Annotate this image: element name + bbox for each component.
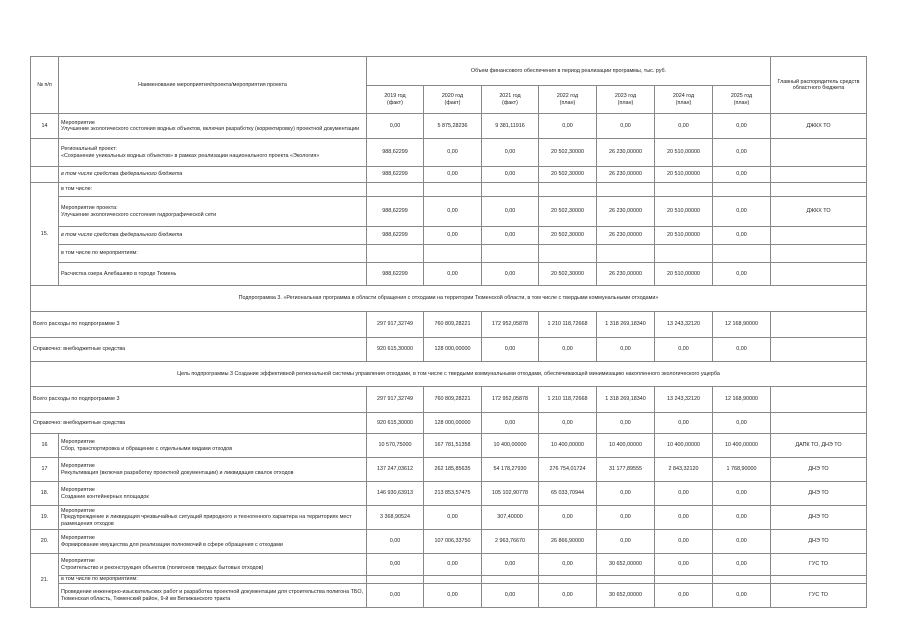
- row-number: 16: [31, 434, 59, 458]
- summary-row: [31, 413, 867, 434]
- header-finance: Объем финансового обеспечения в период реализации программы, тыс. руб.: [367, 57, 771, 86]
- row-label: Мероприятие Рекультивация (включая разработку проектной документации) и ликвидация свалок отходов: [59, 458, 367, 482]
- summary-row: [31, 387, 867, 413]
- empty-cell: [597, 576, 655, 584]
- row-value-0: 988,62299: [367, 197, 424, 227]
- row-label: Мероприятие Строительство и реконструкция объектов (полигонов твердых бытовых отходов): [59, 554, 367, 576]
- row-value-4: 0,00: [597, 506, 655, 530]
- subprogram-title-text: Подпрограмма 3. «Региональная программа в области обращения с отходами на территории Тюменской области, в том числе с твердыми коммунальными отходами»: [31, 286, 867, 312]
- row-value-3: 20 502,30000: [539, 263, 597, 286]
- row-number: 14: [31, 114, 59, 139]
- header-year-2: [482, 86, 539, 114]
- row-value-5: 20 510,00000: [655, 263, 713, 286]
- row-manager: ДНЭ ТО: [771, 506, 867, 530]
- row-label: Проведение инженерно-изыскательских работ и разработка проектной документации для строительства полигона ТБО, Тюменская область, Тюменский район, 9-й км Велижанского тракта: [59, 584, 367, 608]
- header-year-kind: (план): [559, 99, 576, 106]
- row-value-1: 128 000,00000: [424, 338, 482, 362]
- row-label: в том числе по мероприятиям:: [59, 576, 367, 584]
- row-value-1: 760 809,28221: [424, 387, 482, 413]
- row-value-2: 0,00: [482, 167, 539, 183]
- row-value-0: 0,00: [367, 530, 424, 554]
- table-row: [31, 458, 867, 482]
- row-manager: ГУС ТО: [771, 554, 867, 576]
- empty-cell: [424, 576, 482, 584]
- row-number: 18.: [31, 482, 59, 506]
- header-year-1: [424, 86, 482, 114]
- row-value-4: 26 230,00000: [597, 197, 655, 227]
- row-value-4: 26 230,00000: [597, 139, 655, 167]
- row-value-2: 0,00: [482, 227, 539, 245]
- header-year-kind: (факт): [502, 99, 518, 106]
- row-value-6: 0,00: [713, 139, 771, 167]
- row-value-1: 0,00: [424, 506, 482, 530]
- row-manager: ДАПК ТО, ДНЭ ТО: [771, 434, 867, 458]
- row-value-0: 988,62299: [367, 167, 424, 183]
- row-value-3: 20 502,30000: [539, 167, 597, 183]
- row-value-5: 0,00: [655, 482, 713, 506]
- row-manager: ДНЭ ТО: [771, 530, 867, 554]
- header-year-5: [655, 86, 713, 114]
- row-label: в том числе:: [59, 183, 367, 197]
- row-value-4: 26 230,00000: [597, 263, 655, 286]
- row-value-4: 30 652,00000: [597, 584, 655, 608]
- row-value-0: 297 917,32749: [367, 387, 424, 413]
- row-value-3: 20 502,30000: [539, 139, 597, 167]
- row-value-2: 54 178,27930: [482, 458, 539, 482]
- row-value-6: [713, 183, 771, 197]
- row-value-0: 988,62299: [367, 227, 424, 245]
- row-value-4: 0,00: [597, 338, 655, 362]
- table-row: [31, 530, 867, 554]
- row-value-3: 276 754,01724: [539, 458, 597, 482]
- row-value-6: 0,00: [713, 482, 771, 506]
- row-value-4: 0,00: [597, 482, 655, 506]
- header-year-0: [367, 86, 424, 114]
- row-label: в том числе средства федерального бюджета: [59, 167, 367, 183]
- table-row: [31, 506, 867, 530]
- table-row: [31, 263, 867, 286]
- row-value-4: 1 318 269,18340: [597, 312, 655, 338]
- row-value-5: [655, 245, 713, 263]
- row-value-0: 10 570,75000: [367, 434, 424, 458]
- header-year-label: 2022 год: [556, 93, 579, 100]
- row-value-1: 0,00: [424, 227, 482, 245]
- row-value-2: 0,00: [482, 139, 539, 167]
- row-value-6: 0,00: [713, 227, 771, 245]
- header-year-kind: (план): [617, 99, 634, 106]
- row-value-2: 0,00: [482, 554, 539, 576]
- row-label: Мероприятие проекта: Улучшение экологического состояния гидрографической сети: [59, 197, 367, 227]
- row-value-4: 1 318 269,18340: [597, 387, 655, 413]
- row-value-5: 20 510,00000: [655, 227, 713, 245]
- row-value-4: 30 652,00000: [597, 554, 655, 576]
- row-manager: ДНЭ ТО: [771, 458, 867, 482]
- empty-cell: [367, 576, 424, 584]
- row-value-5: 0,00: [655, 530, 713, 554]
- empty-cell: [655, 576, 713, 584]
- row-value-3: 20 502,30000: [539, 227, 597, 245]
- row-manager: [771, 167, 867, 183]
- header-year-label: 2025 год: [730, 93, 753, 100]
- row-value-0: 988,62299: [367, 139, 424, 167]
- header-year-label: 2020 год: [441, 93, 464, 100]
- row-value-5: 13 243,32120: [655, 312, 713, 338]
- header-year-3: [539, 86, 597, 114]
- row-value-3: 0,00: [539, 413, 597, 434]
- row-value-6: 0,00: [713, 114, 771, 139]
- row-value-0: 0,00: [367, 554, 424, 576]
- header-year-kind: (план): [733, 99, 750, 106]
- row-value-2: 0,00: [482, 263, 539, 286]
- row-value-1: 0,00: [424, 139, 482, 167]
- row-manager: [771, 263, 867, 286]
- header-number: № п/п: [31, 57, 59, 114]
- row-value-0: 3 368,90524: [367, 506, 424, 530]
- empty-cell: [539, 576, 597, 584]
- row-value-2: 0,00: [482, 338, 539, 362]
- row-manager: ГУС ТО: [771, 584, 867, 608]
- row-value-5: 0,00: [655, 554, 713, 576]
- row-number: [31, 167, 59, 183]
- table-row: [31, 554, 867, 576]
- row-value-6: 0,00: [713, 584, 771, 608]
- row-value-0: 920 615,30000: [367, 413, 424, 434]
- table-row: [31, 245, 867, 263]
- row-label: Мероприятие Сбор, транспортировка и обращение с отдельными видами отходов: [59, 434, 367, 458]
- row-value-1: 128 000,00000: [424, 413, 482, 434]
- row-label: Мероприятие Предупреждение и ликвидация чрезвычайных ситуаций природного и техногенного характера на территориях мест размещения отходов: [59, 506, 367, 530]
- row-manager: [771, 338, 867, 362]
- row-value-3: 0,00: [539, 584, 597, 608]
- row-manager: [771, 139, 867, 167]
- table-row: [31, 227, 867, 245]
- table-row: [31, 183, 867, 197]
- row-value-0: 920 615,30000: [367, 338, 424, 362]
- row-value-1: 107 006,33750: [424, 530, 482, 554]
- row-value-1: 167 781,51358: [424, 434, 482, 458]
- empty-cell: [771, 576, 867, 584]
- row-value-2: 172 952,05878: [482, 387, 539, 413]
- row-value-6: 0,00: [713, 413, 771, 434]
- row-manager: [771, 183, 867, 197]
- row-value-2: 0,00: [482, 584, 539, 608]
- row-value-3: 10 400,00000: [539, 434, 597, 458]
- table-row: [31, 584, 867, 608]
- row-label: Расчистка озера Алебашево в городе Тюмень: [59, 263, 367, 286]
- header-year-4: [597, 86, 655, 114]
- row-number: 15.: [31, 183, 59, 286]
- row-value-0: 146 930,63913: [367, 482, 424, 506]
- row-value-3: [539, 183, 597, 197]
- row-value-6: 0,00: [713, 530, 771, 554]
- header-year-label: 2023 год: [614, 93, 637, 100]
- goal-title: [31, 362, 867, 387]
- row-value-2: 0,00: [482, 197, 539, 227]
- row-number: [31, 139, 59, 167]
- row-number: 17: [31, 458, 59, 482]
- row-value-2: 172 952,05878: [482, 312, 539, 338]
- header-year-6: [713, 86, 771, 114]
- row-value-4: 26 230,00000: [597, 227, 655, 245]
- row-value-4: 0,00: [597, 530, 655, 554]
- row-value-2: 10 400,00000: [482, 434, 539, 458]
- row-manager: [771, 413, 867, 434]
- row-value-3: 0,00: [539, 506, 597, 530]
- row-value-4: 0,00: [597, 413, 655, 434]
- budget-table-body: [31, 114, 867, 608]
- row-value-5: 0,00: [655, 114, 713, 139]
- row-value-6: 0,00: [713, 263, 771, 286]
- row-value-4: [597, 245, 655, 263]
- row-value-2: 0,00: [482, 413, 539, 434]
- row-value-2: 307,40000: [482, 506, 539, 530]
- row-value-1: 5 875,28236: [424, 114, 482, 139]
- row-value-3: 0,00: [539, 114, 597, 139]
- row-manager: [771, 387, 867, 413]
- row-value-0: [367, 183, 424, 197]
- header-year-label: 2021 год: [499, 93, 521, 100]
- table-row: [31, 167, 867, 183]
- row-label: в том числе средства федерального бюджета: [59, 227, 367, 245]
- summary-label: Всего расходы по подпрограмме 3: [31, 312, 367, 338]
- row-value-4: 0,00: [597, 114, 655, 139]
- row-value-5: 0,00: [655, 413, 713, 434]
- row-value-6: 0,00: [713, 554, 771, 576]
- row-value-3: 1 210 118,72668: [539, 312, 597, 338]
- row-value-5: 20 510,00000: [655, 167, 713, 183]
- row-value-1: 213 853,57475: [424, 482, 482, 506]
- row-value-0: [367, 245, 424, 263]
- row-value-2: [482, 183, 539, 197]
- header-year-kind: (факт): [387, 99, 403, 106]
- row-value-0: 297 917,32749: [367, 312, 424, 338]
- row-value-1: 0,00: [424, 263, 482, 286]
- row-value-2: 9 381,11916: [482, 114, 539, 139]
- header-year-label: 2019 год: [384, 93, 406, 100]
- header-year-label: 2024 год: [672, 93, 695, 100]
- row-label: в том числе по мероприятиям:: [59, 245, 367, 263]
- header-name: Наименование мероприятия/проекта/мероприятия проекта: [59, 57, 367, 114]
- row-manager: [771, 245, 867, 263]
- row-value-6: 0,00: [713, 338, 771, 362]
- empty-cell: [482, 576, 539, 584]
- row-label: Мероприятие Улучшение экологического состояния водных объектов, включая разработку (корректировку) проектной документации: [59, 114, 367, 139]
- row-value-6: 12 168,90000: [713, 387, 771, 413]
- row-value-2: 2 963,76670: [482, 530, 539, 554]
- summary-label: Всего расходы по подпрограмме 3: [31, 387, 367, 413]
- table-row: [31, 434, 867, 458]
- row-value-1: [424, 183, 482, 197]
- budget-table-sheet: [30, 56, 866, 608]
- subprogram-title: [31, 286, 867, 312]
- row-value-6: 0,00: [713, 506, 771, 530]
- row-value-5: 2 843,32120: [655, 458, 713, 482]
- empty-cell: [713, 576, 771, 584]
- row-value-3: 0,00: [539, 554, 597, 576]
- row-label: Региональный проект: «Сохранение уникальных водных объектов» в рамках реализации национального проекта «Экология»: [59, 139, 367, 167]
- row-value-4: 26 230,00000: [597, 167, 655, 183]
- row-value-1: [424, 245, 482, 263]
- row-value-6: 0,00: [713, 197, 771, 227]
- row-value-0: 137 247,03612: [367, 458, 424, 482]
- header-year-kind: (факт): [444, 99, 461, 106]
- row-number: 20.: [31, 530, 59, 554]
- row-value-1: 0,00: [424, 584, 482, 608]
- row-value-1: 262 185,85635: [424, 458, 482, 482]
- row-value-3: 20 502,30000: [539, 197, 597, 227]
- row-value-4: 31 177,89555: [597, 458, 655, 482]
- table-row: [31, 114, 867, 139]
- row-manager: ДЖКХ ТО: [771, 114, 867, 139]
- table-row: [31, 576, 867, 584]
- summary-label: Справочно: внебюджетные средства: [31, 338, 367, 362]
- row-value-4: 10 400,00000: [597, 434, 655, 458]
- row-manager: ДНЭ ТО: [771, 482, 867, 506]
- row-value-3: 26 866,90000: [539, 530, 597, 554]
- row-value-6: 10 400,00000: [713, 434, 771, 458]
- summary-row: [31, 338, 867, 362]
- row-number: 21.: [31, 554, 59, 608]
- row-value-5: 0,00: [655, 506, 713, 530]
- row-value-4: [597, 183, 655, 197]
- row-value-1: 760 809,28221: [424, 312, 482, 338]
- row-value-5: 0,00: [655, 338, 713, 362]
- row-value-3: 65 033,70944: [539, 482, 597, 506]
- row-value-0: 0,00: [367, 584, 424, 608]
- budget-table: [30, 56, 867, 608]
- goal-title-text: Цель подпрограммы 3 Создание эффективной региональной системы управления отходами, в том числе с твердыми коммунальными отходами, обеспечивающей минимизацию накопленного экологического ущерба: [31, 362, 867, 387]
- row-value-5: 0,00: [655, 584, 713, 608]
- table-row: [31, 197, 867, 227]
- row-manager: [771, 227, 867, 245]
- row-manager: [771, 312, 867, 338]
- row-value-0: 0,00: [367, 114, 424, 139]
- row-value-5: 13 243,32120: [655, 387, 713, 413]
- row-value-0: 988,62299: [367, 263, 424, 286]
- row-value-2: [482, 245, 539, 263]
- row-label: Мероприятие Формирование имущества для реализации полномочий в сфере обращения с отходами: [59, 530, 367, 554]
- row-value-2: 105 102,90778: [482, 482, 539, 506]
- row-value-6: 1 768,90000: [713, 458, 771, 482]
- summary-row: [31, 312, 867, 338]
- table-row: [31, 482, 867, 506]
- row-value-5: 20 510,00000: [655, 197, 713, 227]
- header-manager: Главный распорядитель средств областного бюджета: [771, 57, 867, 114]
- row-value-1: 0,00: [424, 167, 482, 183]
- row-manager: ДЖКХ ТО: [771, 197, 867, 227]
- row-value-5: 10 400,00000: [655, 434, 713, 458]
- row-label: Мероприятие Создание контейнерных площадок: [59, 482, 367, 506]
- summary-label: Справочно: внебюджетные средства: [31, 413, 367, 434]
- row-value-3: [539, 245, 597, 263]
- row-value-3: 1 210 118,72668: [539, 387, 597, 413]
- row-value-6: 12 168,90000: [713, 312, 771, 338]
- header-year-kind: (план): [675, 99, 692, 106]
- row-value-5: [655, 183, 713, 197]
- row-value-5: 20 510,00000: [655, 139, 713, 167]
- row-value-3: 0,00: [539, 338, 597, 362]
- row-number: 19.: [31, 506, 59, 530]
- row-value-1: 0,00: [424, 197, 482, 227]
- table-row: [31, 139, 867, 167]
- row-value-6: [713, 245, 771, 263]
- row-value-1: 0,00: [424, 554, 482, 576]
- row-value-6: 0,00: [713, 167, 771, 183]
